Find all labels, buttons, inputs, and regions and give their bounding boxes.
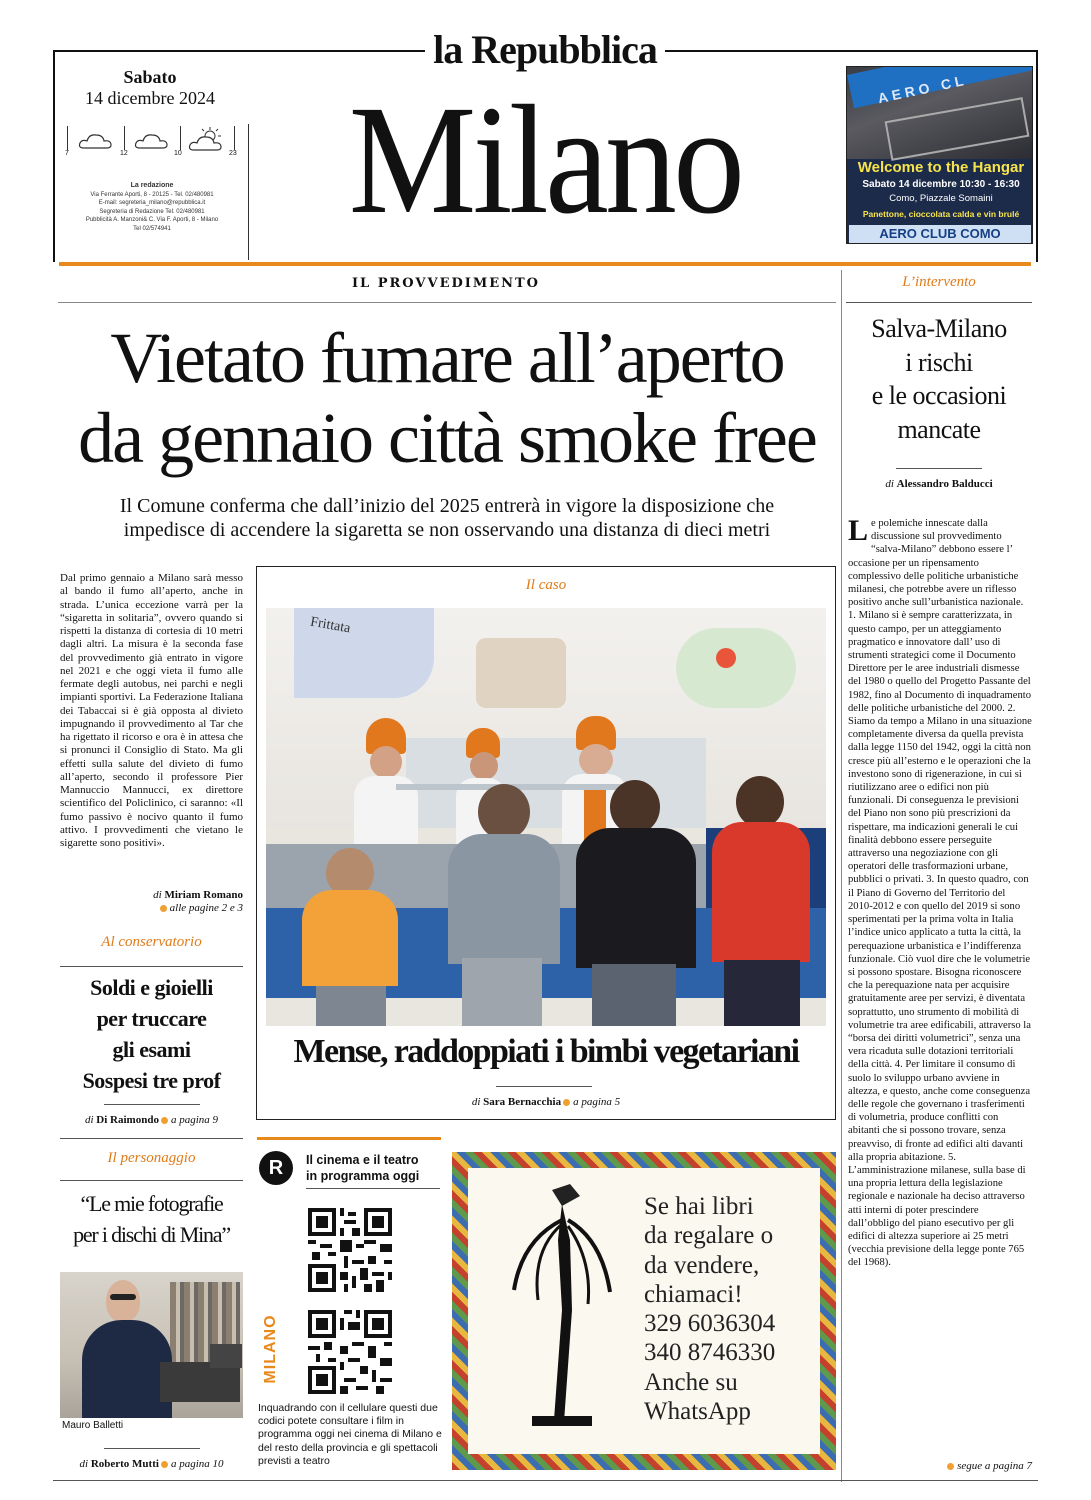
- main-deck-2: impedisce di accendere la sigaretta se non osservando una distanza di dieci metri: [123, 519, 771, 541]
- brand-logo: la Repubblica: [433, 27, 657, 72]
- cinema-qr-code[interactable]: [308, 1208, 392, 1292]
- intervento-byline: [846, 478, 1032, 490]
- byline-prefix: di: [153, 889, 162, 901]
- temp-3: 10: [174, 150, 182, 157]
- ad-line: WhatsApp: [644, 1398, 751, 1426]
- page-ref: segue a pagina 7: [957, 1460, 1032, 1472]
- wall-text: Frittata: [309, 614, 352, 637]
- r-logo: R: [259, 1151, 293, 1185]
- personaggio-kicker: Il personaggio: [107, 1150, 196, 1166]
- page-ref: a pagina 5: [573, 1096, 621, 1108]
- title-line: Il cinema e il teatro: [306, 1153, 419, 1167]
- main-kicker: IL PROVVEDIMENTO: [351, 276, 541, 291]
- hangar-ad-title: Welcome to the Hangar: [857, 159, 1025, 176]
- title-line: i rischi: [905, 347, 973, 377]
- redazione-title: La redazione: [130, 182, 174, 189]
- main-page-ref[interactable]: [60, 902, 243, 914]
- photo-caption: Mauro Balletti: [62, 1420, 124, 1431]
- redazione-line: Segreteria di Redazione Tel. 02/480981: [99, 208, 205, 215]
- bullet-icon: [161, 1461, 168, 1468]
- edition-day: Sabato: [123, 67, 177, 87]
- main-deck-1: Il Comune conferma che dall’inizio del 2025 entrerà in vigore la disposizione che: [119, 495, 775, 517]
- title-line: Soldi e gioielli: [90, 975, 213, 1000]
- aero-club-logo: AERO CLUB COMO: [849, 225, 1031, 243]
- redazione-line: Via Ferrante Aporti, 8 - 20125 - Tel. 02/480981: [90, 191, 214, 198]
- sculpture-illustration: [492, 1180, 642, 1442]
- caso-byline[interactable]: [256, 1096, 836, 1108]
- author: Sara Bernacchia: [483, 1096, 562, 1108]
- title-line: e le occasioni: [871, 381, 1007, 410]
- main-headline-line-2: da gennaio città smoke free: [78, 398, 816, 478]
- redazione-box: [64, 182, 240, 233]
- bullet-icon: [160, 905, 167, 912]
- edition-date: 14 dicembre 2024: [85, 88, 215, 108]
- ad-line: da vendere,: [644, 1251, 760, 1279]
- temp-low-1: 7: [65, 150, 69, 157]
- ad-line: chiamaci!: [644, 1280, 743, 1308]
- conservatorio-title: [58, 972, 245, 1096]
- intervento-title: [846, 312, 1032, 446]
- temp-2: 12: [120, 150, 128, 157]
- caso-kicker: Il caso: [525, 577, 567, 593]
- cloud-icon: [134, 132, 170, 150]
- main-body: Dal primo gennaio a Milano sarà messo al bando il fumo all’aperto, anche in strada. L’unica eccezione varrà per la “sigaretta in solitaria”, ovvero quando si rispetti la distanza di cortesia di 10 metri dagli altri. La misura è la seconda fase del provvedimento già entrato in vigore nel 2021 e che oggi vieta il fumo alle fermate degli autobus, nei parchi e negli impianti sportivi. La Federazione Italiana dei Tabaccai si è già opposta al divieto impugnando il provvedimento al Tar che ha rigettato il ricorso e ora è in attesa che si pronunci il Consiglio di Stato. Ma gli effetti sulla salute del divieto di fumo all’aperto, secondo il professore Pier Mannuccio Mannucci, ex direttore scientifico del Policlinico, ci saranno: «Il fumo passivo è nocivo quanto il fumo attivo. I provvedimenti che vietano le sigarette sono positivi».: [60, 572, 243, 849]
- author: Alessandro Balducci: [896, 478, 993, 490]
- intervento-text: e polemiche innescate dalla discussione sul provvedimento “salva-Milano” debbono essere l’ occasione per un ripensamento complessivo delle politiche urbanistiche milanesi, che potrebbe avere un riflesso positivo anche sull’urbanistica nazionale. 1. Milano si è sempre caratterizzata, in questo campo, per un atteggiamento pragmatico e innovatore dall’ uso di strumenti strategici come il Documento Direttore per le aree industriali dismesse del 1980 o quello del Progetto Passante del 1982, fino al Documento di inquadramento delle politiche urbanistiche del 2000. 2. Siamo da tempo a Milano in una situazione completamente diversa da quella prevista dalla legge 1150 del 1942, oggi la città non cresce più all’esterno e le operazioni che la investono sono di rigenerazione, in cui si riutilizzano aree o edifici non più funzionali. Di conseguenza le previsioni del Piano non sono più prescrizioni da rispettare, ma indicazioni generali le cui finalità debbono essere perseguite attraverso una negoziazione con gli operatori delle trasformazioni urbane, pubblici o privati. 3. In questo quadro, con il Piano di Governo del Territorio del 2010-2012 e con quello del 2019 si sono sperimentati per la prima volta in Italia l’indice unico applicato a tutta la città, la perequazione urbanistica e l’indifferenza funzionale. Ciò vuol dire che le volumetrie si possono spostare. Bisogna riconoscere che la perequazione nata per acquisire gratuitamente aree per servizi, è diventata soprattutto, uno strumento di mobilità di volumetrie tra aree edificabili, attraverso la “borsa dei diritti volumetrici”, senza una vera ricaduta sulle dotazioni territoriali della città. 4. Per limitare il consumo di suolo lo sviluppo urbano avviene in altezza, e questo, anche come conseguenza delle regole che governano i trasferimenti di volumetria, produce conflitti con abitanti che si possono trovare, senza preavviso, di fronte ad edifici alti davanti alla propria abitazione. 5. L’amministrazione milanese, sulla base di una propria lettura della legislazione regionale e nazionale ha deciso attraverso atti interni di poter prescindere dall’obbligo del piano esecutivo per gli edifici di altezza superiore ai 25 metri (vecchia previsione della legge ponte 765 del 1968).: [848, 518, 1032, 1269]
- theatre-qr-code[interactable]: [308, 1310, 392, 1394]
- main-headline-line-1: Vietato fumare all’aperto: [110, 318, 784, 398]
- title-line: per truccare: [96, 1006, 207, 1031]
- redazione-line: E-mail: segreteria_milano@repubblica.it: [98, 200, 206, 206]
- bullet-icon: [947, 1463, 954, 1470]
- conservatorio-byline[interactable]: [60, 1114, 243, 1126]
- title-line: in programma oggi: [306, 1169, 420, 1183]
- cloud-icon: [78, 132, 114, 150]
- redazione-line: Pubblicità A. Manzoni& C. Via F. Aporti, 8 - Milano: [85, 217, 219, 223]
- caso-headline: Mense, raddoppiati i bimbi vegetariani: [293, 1033, 799, 1070]
- redazione-line: Tel 02/574941: [133, 225, 171, 232]
- portrait-photo: [60, 1272, 243, 1418]
- title-line: Salva-Milano: [871, 314, 1007, 343]
- intervento-continue[interactable]: [846, 1460, 1032, 1472]
- bullet-icon: [161, 1117, 168, 1124]
- main-byline: [60, 888, 243, 902]
- intervento-body: [848, 517, 1032, 1463]
- title-line: Sospesi tre prof: [82, 1068, 221, 1093]
- temp-4: 23: [229, 150, 237, 157]
- author: Di Raimondo: [96, 1114, 159, 1126]
- ad-line: Se hai libri: [644, 1193, 754, 1220]
- canteen-photo: [266, 608, 826, 1026]
- books-ad[interactable]: [452, 1152, 836, 1470]
- hangar-ad-where: Como, Piazzale Somaini: [889, 193, 993, 204]
- ad-line: Anche su: [644, 1368, 738, 1396]
- drop-cap: L: [848, 517, 869, 547]
- ad-line: da regalare o: [644, 1222, 774, 1250]
- page-ref: a pagina 10: [170, 1458, 224, 1470]
- author: Roberto Mutti: [90, 1458, 159, 1470]
- books-ad-text: [644, 1192, 814, 1426]
- page-ref: a pagina 9: [170, 1114, 219, 1126]
- hangar-ad-when: Sabato 14 dicembre 10:30 - 16:30: [862, 179, 1020, 190]
- byline-prefix: di: [885, 478, 894, 490]
- personaggio-title: [56, 1188, 247, 1250]
- byline-prefix: di: [471, 1096, 481, 1108]
- hangar-ad[interactable]: [846, 66, 1033, 244]
- phone-number[interactable]: 329 6036304: [644, 1310, 776, 1338]
- conservatorio-kicker: Al conservatorio: [101, 934, 202, 950]
- title-line: mancate: [897, 414, 981, 444]
- milano-side-label: MILANO: [262, 1314, 279, 1384]
- hangar-ad-extra: Panettone, cioccolata calda e vin brulé: [862, 209, 1020, 219]
- byline-prefix: di: [84, 1114, 94, 1126]
- page-ref: alle pagine 2 e 3: [169, 902, 243, 914]
- author: Miriam Romano: [164, 889, 243, 901]
- city-title: Milano: [348, 73, 742, 246]
- intervento-kicker: L’intervento: [902, 274, 976, 290]
- phone-number[interactable]: 340 8746330: [644, 1339, 776, 1367]
- title-line: gli esami: [112, 1037, 191, 1062]
- bullet-icon: [563, 1099, 570, 1106]
- byline-prefix: di: [79, 1458, 89, 1470]
- weather-strip: [64, 124, 244, 160]
- cinema-text: Inquadrando con il cellulare questi due codici potete consultare i film in programma oggi nei cinema di Milano e del resto della provincia e gli spettacoli previsti a teatro: [258, 1402, 442, 1467]
- cinema-title: [306, 1152, 446, 1184]
- title-line: “Le mie fotografie: [80, 1191, 223, 1216]
- title-line: per i dischi di Mina”: [73, 1222, 230, 1247]
- sun-cloud-icon: [188, 126, 228, 152]
- personaggio-byline[interactable]: [56, 1458, 247, 1470]
- hangar-sign: AERO CL: [876, 71, 969, 107]
